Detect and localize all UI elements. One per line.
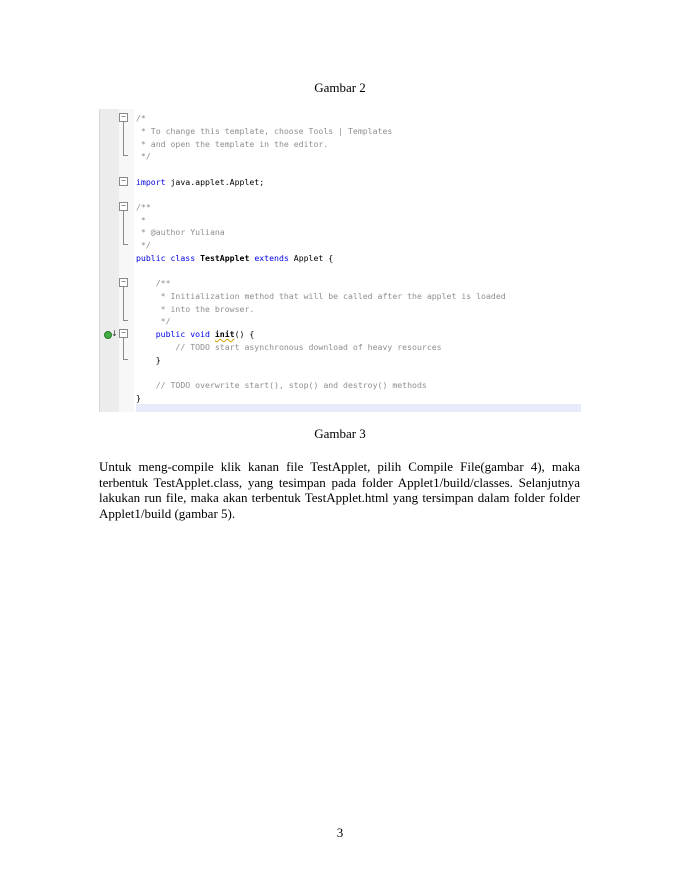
code-token: * To change this template, choose Tools | Templates [136, 126, 393, 136]
code-line [136, 201, 151, 213]
code-token: } [136, 355, 161, 365]
figure-caption-bottom: Gambar 3 [314, 426, 366, 441]
code-line [136, 328, 254, 340]
code-token: */ [136, 151, 151, 161]
code-line [136, 392, 141, 404]
page-number: 3 [336, 825, 344, 840]
code-token: public class [136, 253, 201, 263]
fold-end [123, 359, 128, 360]
code-line [136, 112, 146, 124]
code-token: /** [136, 202, 151, 212]
fold-guide [123, 122, 124, 155]
code-token: Applet { [293, 253, 334, 263]
code-token: * @author Yuliana [136, 227, 225, 237]
code-line [136, 379, 427, 391]
code-token: * into the browser. [136, 304, 255, 314]
code-token: } [136, 393, 141, 403]
code-token: * and open the template in the editor. [136, 139, 329, 149]
fold-end [123, 155, 128, 156]
code-token: java.applet.Applet; [165, 177, 265, 187]
code-line [136, 214, 146, 226]
code-token: () { [234, 329, 255, 339]
code-line [136, 125, 392, 137]
code-token: /* [136, 113, 146, 123]
code-line [136, 341, 442, 353]
code-token: import [136, 177, 166, 187]
code-line [136, 354, 161, 366]
code-line [136, 315, 171, 327]
code-token: * [136, 215, 146, 225]
code-token: /** [136, 278, 171, 288]
fold-guide [123, 211, 124, 244]
code-token: */ [136, 240, 151, 250]
code-token: */ [136, 316, 171, 326]
code-token: * Initialization method that will be called after the applet is loaded [136, 291, 506, 301]
code-token: public void [136, 329, 215, 339]
editor-gutter [100, 109, 120, 412]
fold-guide [123, 287, 124, 320]
code-line [136, 239, 151, 251]
code-token: init [214, 329, 235, 339]
fold-toggle-icon[interactable]: − [119, 177, 128, 186]
code-token: // TODO start asynchronous download of heavy resources [136, 342, 442, 352]
code-line [136, 303, 254, 315]
code-line [136, 176, 264, 188]
fold-guide [123, 338, 124, 359]
fold-toggle-icon[interactable]: − [119, 278, 128, 287]
fold-toggle-icon[interactable]: − [119, 202, 128, 211]
code-line [136, 138, 328, 150]
body-paragraph: Untuk meng-compile klik kanan file TestApplet, pilih Compile File(gambar 4), maka terbentuk TestApplet.class, yang tesimpan pada folder Applet1/build/classes. Selanjutnya lakukan run file, maka akan terbentuk TestApplet.html yang tersimpan dalam folder folder Applet1/build (gambar 5). [99, 459, 580, 521]
fold-end [123, 244, 128, 245]
fold-toggle-icon[interactable]: − [119, 113, 128, 122]
current-line-highlight [136, 404, 581, 412]
arrow-marker-icon: ↓ [111, 329, 118, 338]
code-token: // TODO overwrite start(), stop() and destroy() methods [136, 380, 427, 390]
code-line [136, 290, 506, 302]
code-token: TestApplet [200, 253, 250, 263]
fold-toggle-icon[interactable]: − [119, 329, 128, 338]
code-line [136, 252, 333, 264]
code-token: extends [249, 253, 294, 263]
fold-end [123, 320, 128, 321]
figure-caption-top: Gambar 2 [314, 80, 366, 95]
code-editor-screenshot [99, 109, 581, 412]
code-line [136, 226, 225, 238]
code-line [136, 150, 151, 162]
code-line [136, 277, 171, 289]
